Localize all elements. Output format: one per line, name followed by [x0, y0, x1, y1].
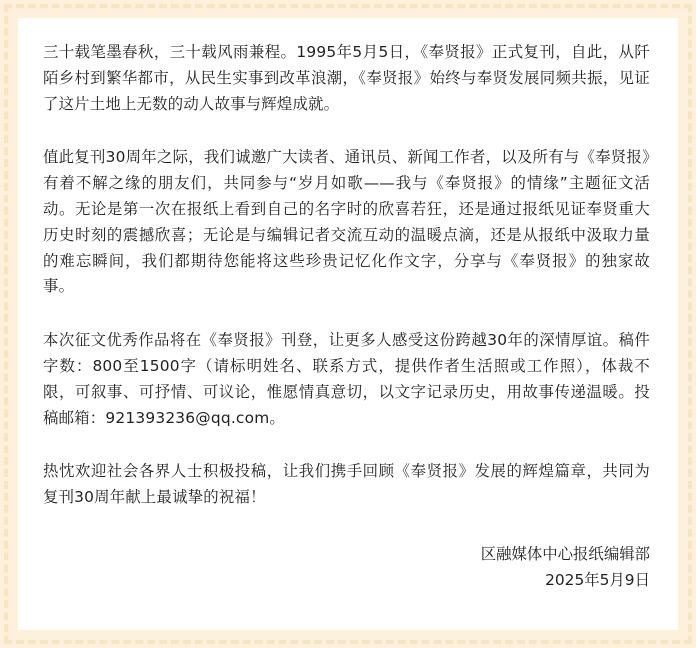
article-paragraph-intro: 三十载笔墨春秋，三十载风雨兼程。1995年5月5日，《奉贤报》正式复刊，自此，从阡陌乡村到繁华都市，从民生实事到改革浪潮，《奉贤报》始终与奉贤发展同频共振，见证了这片土地上无数的动人故事与辉煌成就。: [43, 43, 650, 113]
article-paragraph-invitation: 值此复刊30周年之际，我们诚邀广大读者、通讯员、新闻工作者，以及所有与《奉贤报》有着不解之缘的朋友们，共同参与“岁月如歌——我与《奉贤报》的情缘”主题征文活动。无论是第一次在报纸上看到自己的名字时的欣喜若狂，还是通过报纸见证奉贤重大历史时刻的震撼欣喜；无论是与编辑记者交流互动的温暖点滴，还是从报纸中汲取力量的难忘瞬间，我们都期待您能将这些珍贵记忆化作文字，分享与《奉贤报》的独家故事。: [43, 148, 650, 296]
article-paragraph-closing: 热忱欢迎社会各界人士积极投稿，让我们携手回顾《奉贤报》发展的辉煌篇章，共同为复刊30周年献上最诚挚的祝福！: [43, 462, 650, 507]
signature-organization: 区融媒体中心报纸编辑部: [480, 545, 650, 563]
signature-block: [481, 542, 650, 594]
article-paragraph-requirements: 本次征文优秀作品将在《奉贤报》刊登，让更多人感受这份跨越30年的深情厚谊。稿件字数：800至1500字（请标明姓名、联系方式，提供作者生活照或工作照），体裁不限，可叙事、可抒情、可议论，惟愿情真意切，以文字记录历史，用故事传递温暖。投稿邮箱：921393236@qq.com。: [43, 331, 650, 427]
article-card: [18, 18, 678, 630]
signature-date: 2025年5月9日: [545, 570, 650, 589]
